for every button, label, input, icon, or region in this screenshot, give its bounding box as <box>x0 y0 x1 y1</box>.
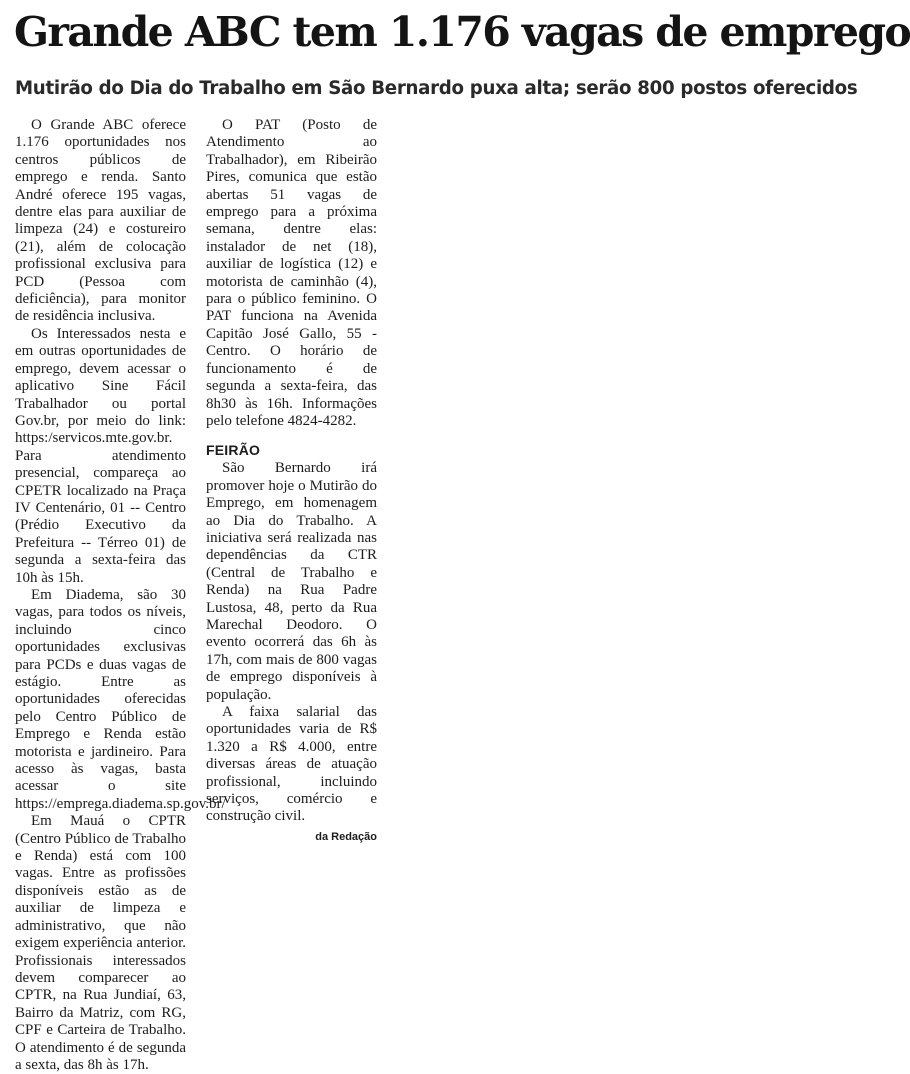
paragraph-maua: Em Mauá o CPTR (Centro Público de Trabalho e Renda) está com 100 vagas. Entre as profissões disponíveis estão as de auxiliar de limpeza e administrativo, que não exigem experiência anterior. Profissionais interessados devem comparecer ao CPTR, na Rua Jundiaí, 63, Bairro da Matriz, com RG, CPF e Carteira de Trabalho. O atendimento é de segunda a sexta, das 8h às 17h. <box>15 813 186 1073</box>
paragraph-faixa-salarial-text: A faixa salarial das oportunidades varia de R$ 1.320 a R$ 4.000, entre diversas áreas de atuação profissional, incluindo serviços, comércio e construção civil. <box>206 704 377 825</box>
section-heading-feirao: FEIRÃO <box>206 442 261 459</box>
paragraph-ribeirao-pires: O PAT (Posto de Atendimento ao Trabalhador), em Ribeirão Pires, comunica que estão abertas 51 vagas de emprego para a próxima semana, dentre elas: instalador de net (18), auxiliar de logística (12) e motorista de caminhão (4), para o público feminino. O PAT funciona na Avenida Capitão José Gallo, 55 - Centro. O horário de funcionamento é de segunda a sexta-feira, das 8h30 às 16h. Informações pelo telefone 4824-4282. <box>206 117 377 429</box>
paragraph-sao-bernardo: São Bernardo irá promover hoje o Mutirão do Emprego, em homenagem ao Dia do Trabalho. A iniciativa será realizada nas dependências da CTR (Central de Trabalho e Renda) na Rua Padre Lustosa, 48, perto da Rua Marechal Deodoro. O evento ocorrerá das 6h às 17h, com mais de 800 vagas de emprego disponíveis à população. <box>206 460 377 703</box>
headline: Grande ABC tem 1.176 vagas de emprego <box>14 8 910 56</box>
paragraph-diadema: Em Diadema, são 30 vagas, para todos os níveis, incluindo cinco oportunidades exclusivas para PCDs e duas vagas de estágio. Entre as oportunidades oferecidas pelo Centro Público de Emprego e Renda estão motorista e jardineiro. Para acesso às vagas, basta acessar o site https://emprega.diadema.sp.gov.br/ <box>15 586 226 812</box>
text-column-2 <box>206 117 377 846</box>
byline: da Redação <box>315 830 377 843</box>
text-column-1 <box>15 117 226 1074</box>
paragraph-grande-abc: O Grande ABC oferece 1.176 oportunidades nos centros públicos de emprego e renda. Santo André oferece 195 vagas, dentre elas para auxiliar de limpeza (24) e costureiro (21), além de colocação profissional exclusiva para PCD (Pessoa com deficiência), para monitor de residência inclusiva. <box>15 117 186 325</box>
paragraph-santo-andre-acesso: Os Interessados nesta e em outras oportunidades de emprego, devem acessar o aplicativo Sine Fácil Trabalhador ou portal Gov.br, por meio do link: https:/servicos.mte.gov.br. Para atendimento presencial, compareça ao CPETR localizado na Praça IV Centenário, 01 -- Centro (Prédio Executivo da Prefeitura -- Térreo 01) de segunda a sexta-feira das 10h às 15h. <box>15 325 186 586</box>
paragraph-faixa-salarial <box>206 704 377 843</box>
subheadline: Mutirão do Dia do Trabalho em São Bernardo puxa alta; serão 800 postos oferecidos <box>15 78 858 99</box>
